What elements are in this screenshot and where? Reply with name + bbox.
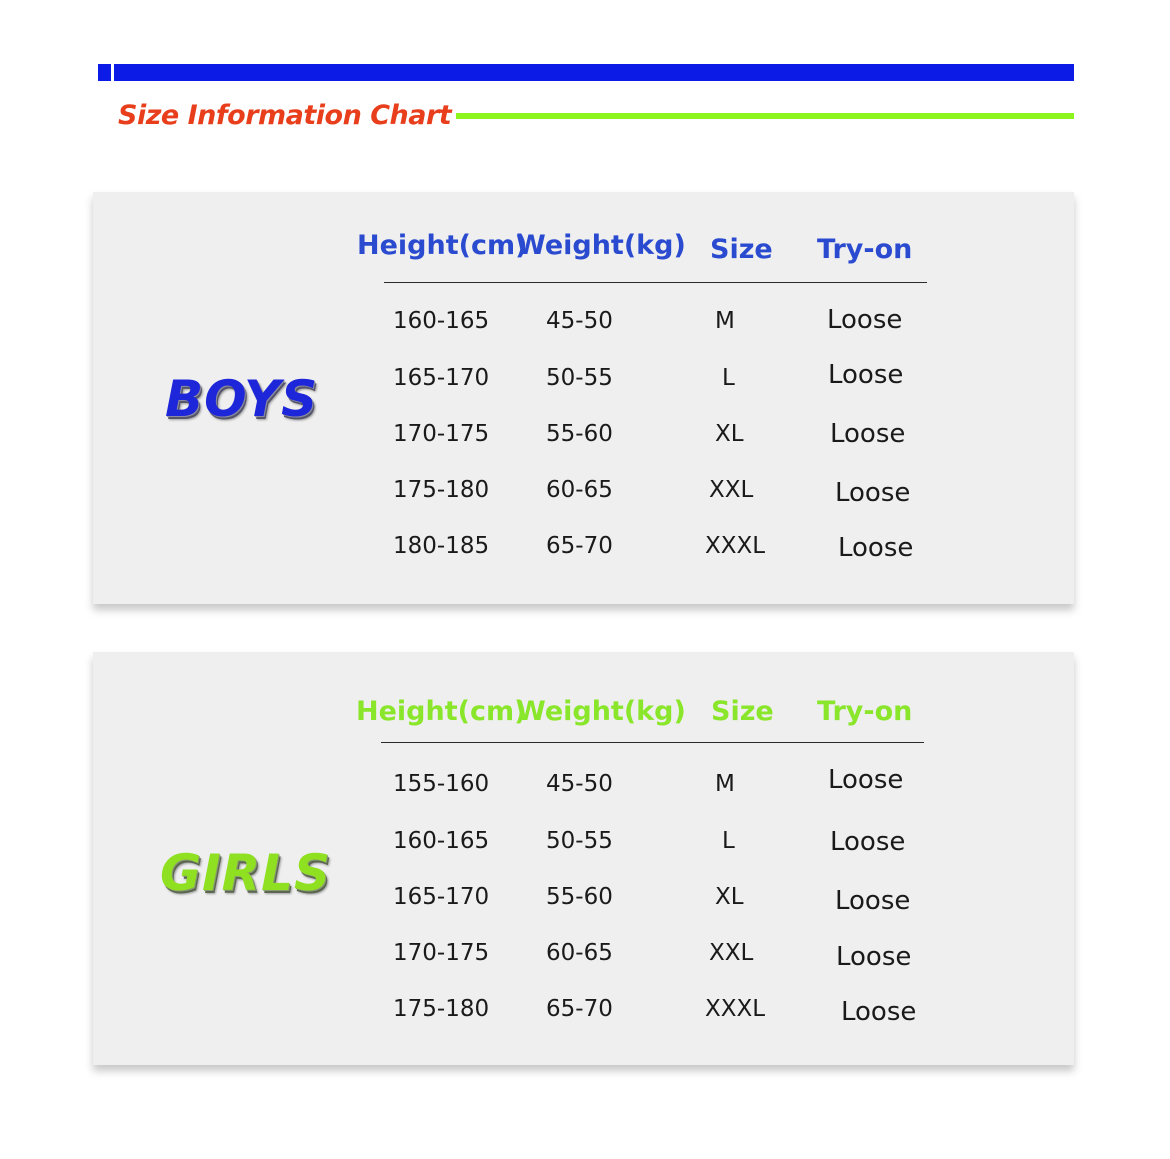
table-row — [93, 940, 1074, 980]
weight-cell: 50-55 — [546, 365, 613, 391]
chart-title: Size Information Chart — [118, 100, 452, 131]
size-cell: XL — [715, 421, 744, 447]
header-size: Size — [711, 696, 774, 727]
size-cell: M — [715, 308, 735, 334]
height-cell: 160-165 — [393, 308, 490, 334]
size-cell: L — [722, 828, 735, 854]
header-size: Size — [710, 234, 773, 265]
table-row — [93, 360, 1074, 405]
fit-cell: Loose — [835, 886, 911, 916]
girls-size-panel — [93, 652, 1074, 1065]
height-cell: 180-185 — [393, 533, 490, 559]
fit-cell: Loose — [828, 765, 904, 795]
fit-cell: Loose — [838, 533, 914, 563]
height-cell: 160-165 — [393, 828, 490, 854]
size-cell: XXL — [709, 940, 754, 966]
size-cell: XXXL — [705, 533, 766, 559]
header-weight: Weight(kg) — [516, 696, 686, 727]
table-row — [93, 305, 1074, 348]
header-height: Height(cm) — [357, 230, 528, 261]
header-tryon: Try-on — [817, 234, 913, 265]
weight-cell: 45-50 — [546, 308, 613, 334]
height-cell: 170-175 — [393, 940, 490, 966]
fit-cell: Loose — [836, 942, 912, 972]
boys-label: BOYS — [165, 370, 319, 428]
title-accent-line — [456, 113, 1074, 119]
height-cell: 165-170 — [393, 365, 490, 391]
table-row — [93, 477, 1074, 517]
boys-size-panel — [93, 192, 1074, 604]
size-cell: XXXL — [705, 996, 766, 1022]
height-cell: 175-180 — [393, 996, 490, 1022]
size-cell: M — [715, 771, 735, 797]
weight-cell: 60-65 — [546, 940, 613, 966]
height-cell: 175-180 — [393, 477, 490, 503]
fit-cell: Loose — [830, 419, 906, 449]
table-row — [93, 421, 1074, 461]
header-divider — [381, 742, 924, 743]
header-weight: Weight(kg) — [516, 230, 686, 261]
header-divider — [384, 282, 927, 283]
table-row — [93, 765, 1074, 811]
fit-cell: Loose — [830, 827, 906, 857]
weight-cell: 65-70 — [546, 996, 613, 1022]
fit-cell: Loose — [835, 478, 911, 508]
weight-cell: 45-50 — [546, 771, 613, 797]
size-cell: XL — [715, 884, 744, 910]
size-cell: L — [722, 365, 735, 391]
top-bar-notch — [111, 64, 114, 81]
weight-cell: 55-60 — [546, 421, 613, 447]
weight-cell: 65-70 — [546, 533, 613, 559]
height-cell: 155-160 — [393, 771, 490, 797]
fit-cell: Loose — [828, 360, 904, 390]
weight-cell: 55-60 — [546, 884, 613, 910]
weight-cell: 60-65 — [546, 477, 613, 503]
size-cell: XXL — [709, 477, 754, 503]
table-row — [93, 884, 1074, 924]
fit-cell: Loose — [827, 305, 903, 335]
table-row — [93, 533, 1074, 573]
table-row — [93, 996, 1074, 1036]
girls-label: GIRLS — [160, 844, 332, 902]
height-cell: 170-175 — [393, 421, 490, 447]
fit-cell: Loose — [841, 997, 917, 1027]
height-cell: 165-170 — [393, 884, 490, 910]
header-height: Height(cm) — [356, 696, 527, 727]
header-tryon: Try-on — [817, 696, 913, 727]
table-row — [93, 828, 1074, 868]
weight-cell: 50-55 — [546, 828, 613, 854]
top-accent-bar — [98, 64, 1074, 81]
